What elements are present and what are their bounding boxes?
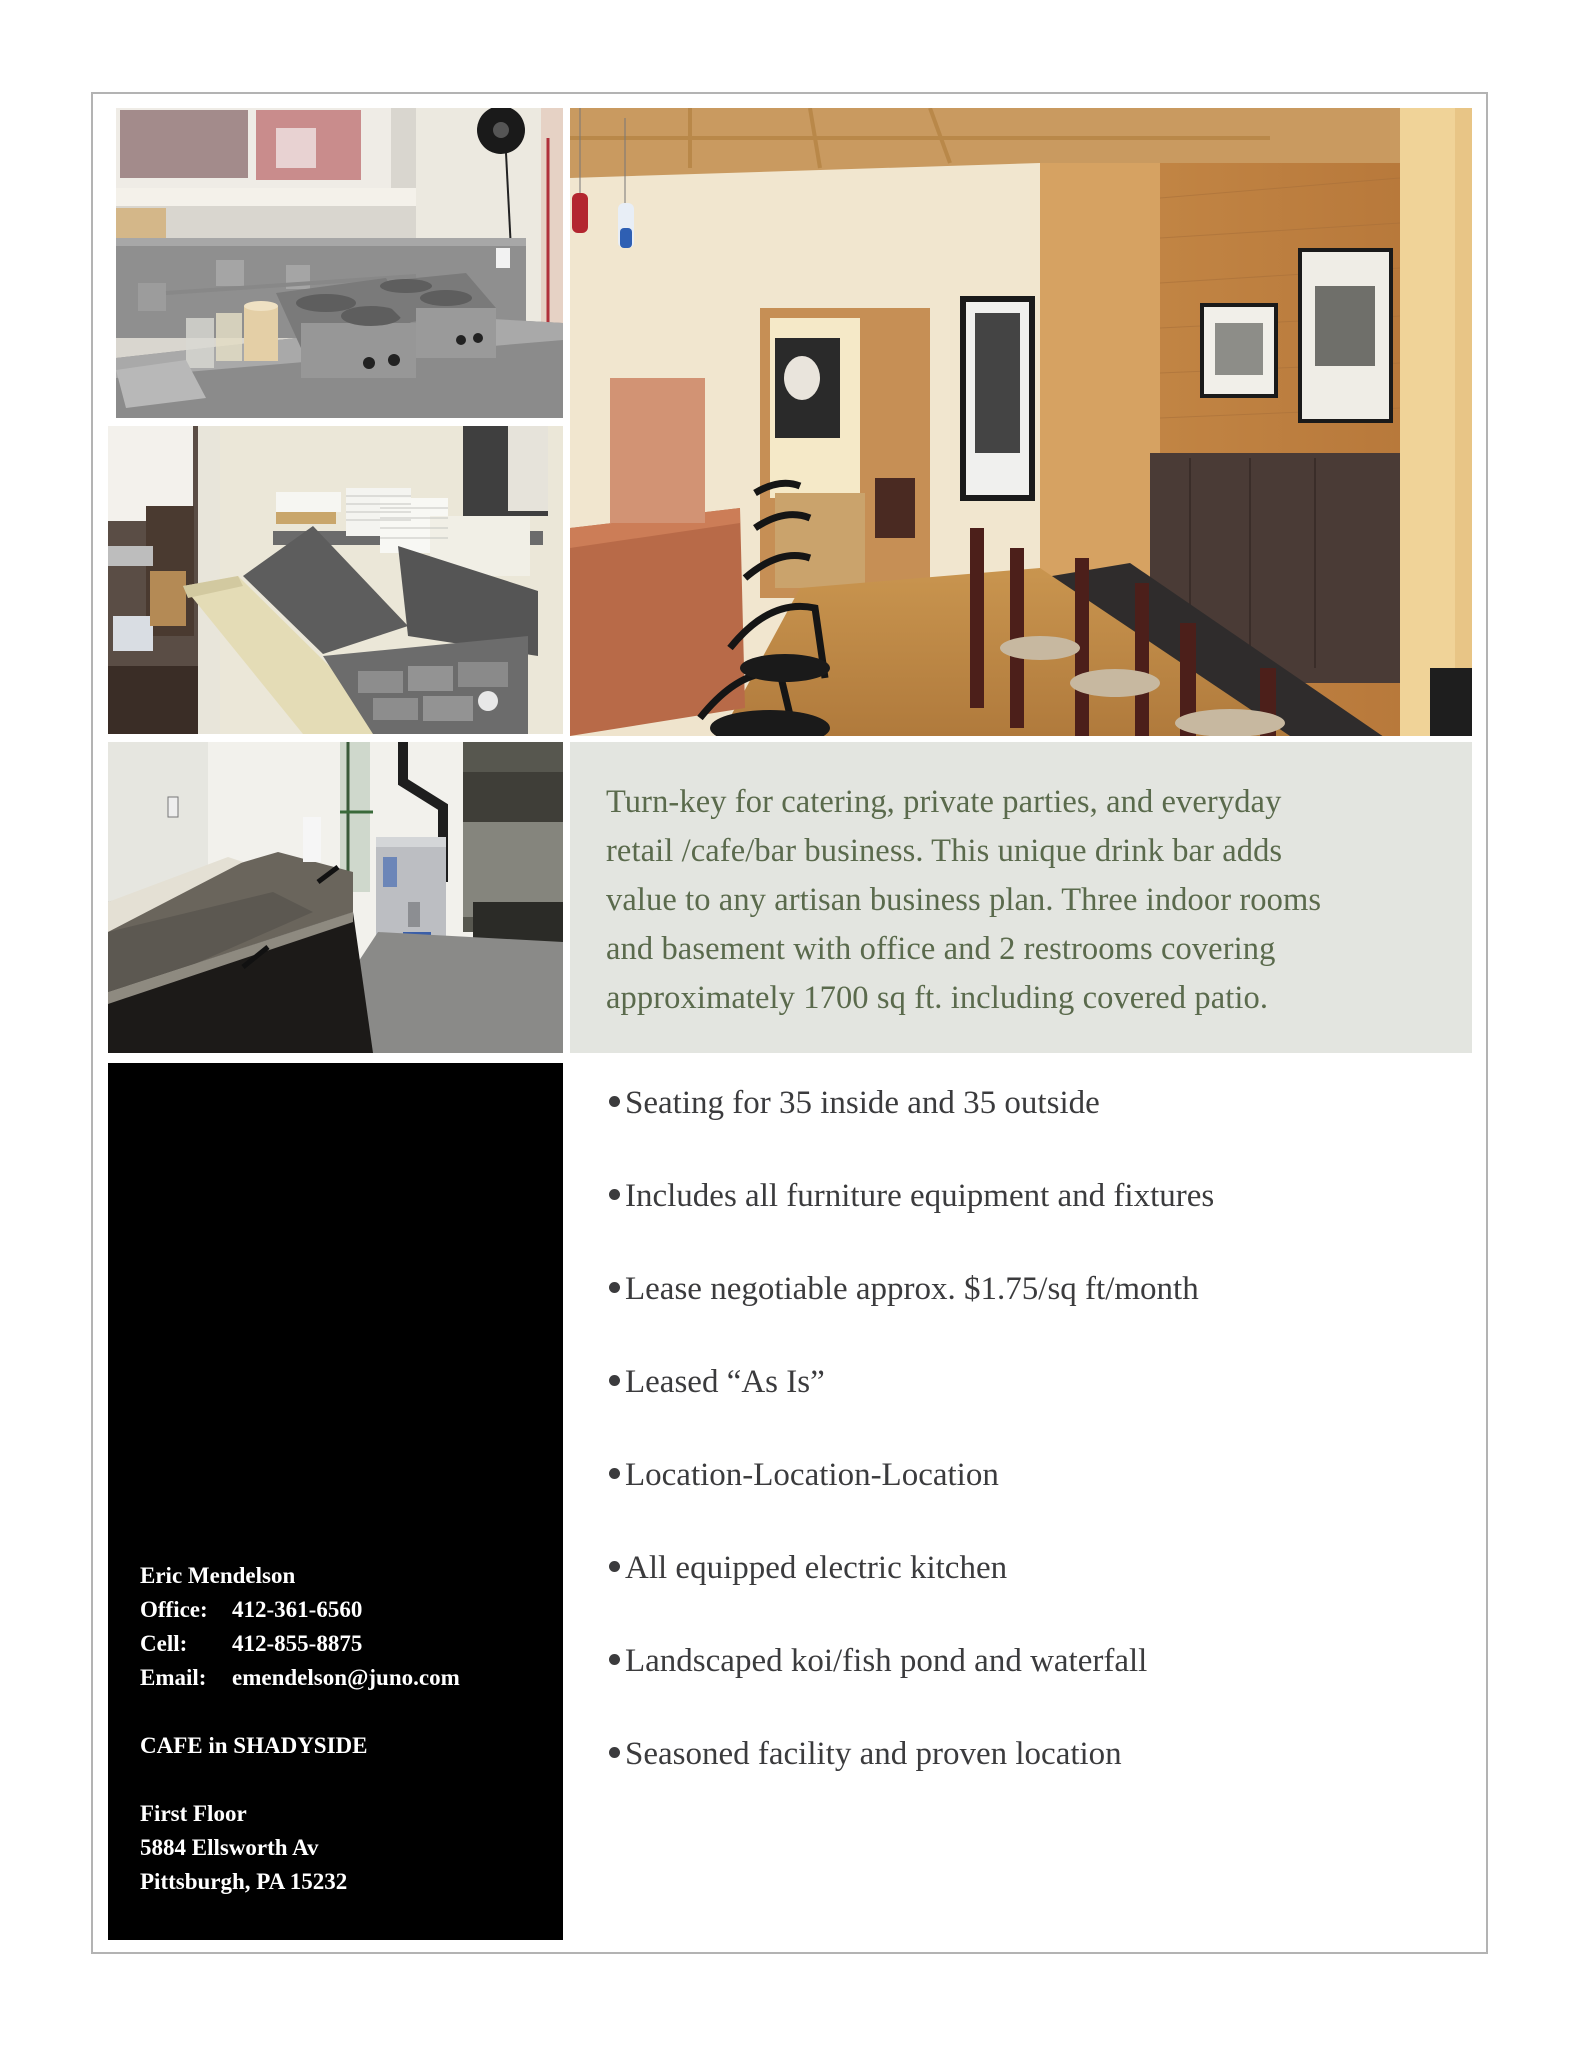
description-line: retail /cafe/bar business. This unique drink bar adds: [606, 833, 1283, 869]
cell-phone-row: [140, 1627, 460, 1661]
feature-text: Leased “As Is”: [625, 1364, 825, 1400]
bullet-icon: [609, 1468, 620, 1479]
address-line-3: Pittsburgh, PA 15232: [140, 1869, 348, 1894]
kitchen-stove-photo: [116, 108, 563, 418]
feature-item: [609, 1731, 1214, 1824]
spacer: [140, 1763, 460, 1797]
office-label: Office:: [140, 1597, 208, 1622]
feature-text: Landscaped koi/fish pond and waterfall: [625, 1643, 1148, 1679]
contact-info: [140, 1559, 460, 1899]
office-phone[interactable]: 412-361-6560: [232, 1597, 363, 1622]
feature-item: [609, 1359, 1214, 1452]
feature-item: [609, 1266, 1214, 1359]
email-label: Email:: [140, 1665, 207, 1690]
feature-text: Seasoned facility and proven location: [625, 1736, 1122, 1772]
bullet-icon: [609, 1747, 620, 1758]
address-line-1: First Floor: [140, 1801, 247, 1826]
bullet-icon: [609, 1375, 620, 1386]
office-phone-row: [140, 1593, 460, 1627]
feature-item: [609, 1545, 1214, 1638]
cell-phone[interactable]: 412-855-8875: [232, 1631, 363, 1656]
feature-item: [609, 1452, 1214, 1545]
cell-label: Cell:: [140, 1631, 188, 1656]
basement-photo: [108, 742, 563, 1053]
prep-station-photo: [108, 426, 563, 734]
feature-item: [609, 1638, 1214, 1731]
business-name: CAFE in SHADYSIDE: [140, 1733, 368, 1758]
feature-list: [609, 1080, 1214, 1824]
email-link[interactable]: emendelson@juno.com: [232, 1665, 460, 1690]
bullet-icon: [609, 1189, 620, 1200]
feature-item: [609, 1080, 1214, 1173]
bullet-icon: [609, 1096, 620, 1107]
address-line-2: 5884 Ellsworth Av: [140, 1835, 319, 1860]
feature-text: All equipped electric kitchen: [625, 1550, 1008, 1586]
description-text: [606, 778, 1442, 1023]
email-row: [140, 1661, 460, 1695]
dining-room-photo: [570, 108, 1472, 736]
feature-text: Includes all furniture equipment and fixtures: [625, 1178, 1215, 1214]
contact-box: [108, 1063, 563, 1940]
description-line: Turn-key for catering, private parties, and everyday: [606, 784, 1282, 820]
feature-text: Seating for 35 inside and 35 outside: [625, 1085, 1100, 1121]
spacer: [140, 1695, 460, 1729]
description-line: value to any artisan business plan. Three indoor rooms: [606, 882, 1322, 918]
feature-item: [609, 1173, 1214, 1266]
bullet-icon: [609, 1561, 620, 1572]
description-line: approximately 1700 sq ft. including covered patio.: [606, 980, 1269, 1016]
description-line: and basement with office and 2 restrooms covering: [606, 931, 1276, 967]
feature-text: Location-Location-Location: [625, 1457, 999, 1493]
description-box: [570, 742, 1472, 1053]
contact-name: Eric Mendelson: [140, 1563, 296, 1588]
feature-text: Lease negotiable approx. $1.75/sq ft/month: [625, 1271, 1199, 1307]
bullet-icon: [609, 1654, 620, 1665]
bullet-icon: [609, 1282, 620, 1293]
